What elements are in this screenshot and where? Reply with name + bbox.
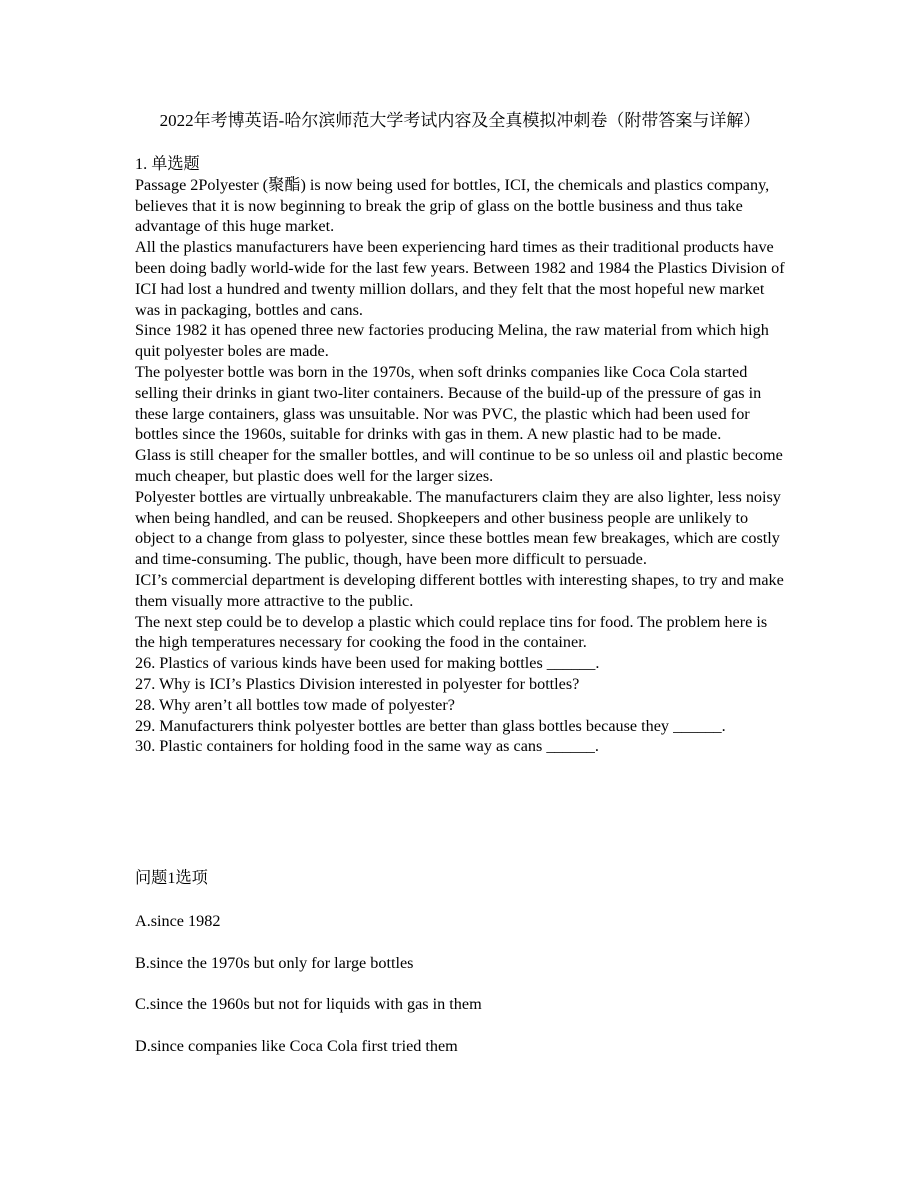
passage-paragraph: Polyester bottles are virtually unbreakable. The manufacturers claim they are also lighter, less noisy when being handled, and can be reused. Shopkeepers and other business people are unlikely to object to a change from glass to polyester, since these bottles mean few breakages, which are costly and time-consuming. The public, though, have been more difficult to persuade. [135, 487, 781, 569]
passage-paragraph: ICI’s commercial department is developing different bottles with interesting shapes, to try and make them visually more attractive to the public. [135, 570, 784, 610]
question-options-heading: 问题1选项 [135, 869, 208, 887]
passage-paragraph: Passage 2Polyester (聚酯) is now being used for bottles, ICI, the chemicals and plastics company, believes that it is now beginning to break the grip of glass on the bottle business and thus take advantage of this huge market. [135, 175, 770, 236]
question-item: 27. Why is ICI’s Plastics Division interested in polyester for bottles? [135, 674, 580, 693]
question-item: 29. Manufacturers think polyester bottles are better than glass bottles because they ______. [135, 716, 726, 735]
passage-paragraph: The polyester bottle was born in the 1970s, when soft drinks companies like Coca Cola started selling their drinks in giant two-liter containers. Because of the build-up of the pressure of gas in these large containers, glass was unsuitable. Nor was PVC, the plastic which had been used for bottles since the 1960s, suitable for drinks with gas in them. A new plastic had to be made. [135, 362, 762, 444]
passage-paragraph: The next step could be to develop a plastic which could replace tins for food. The problem here is the high temperatures necessary for cooking the food in the container. [135, 612, 768, 652]
passage-paragraph: Glass is still cheaper for the smaller bottles, and will continue to be so unless oil and plastic become much cheaper, but plastic does well for the larger sizes. [135, 446, 783, 485]
answer-option-b: B.since the 1970s but only for large bottles [135, 954, 414, 972]
section-label: 1. 单选题 [135, 155, 200, 173]
passage-body [135, 154, 787, 757]
question-item: 30. Plastic containers for holding food in the same way as cans ______. [135, 737, 599, 756]
answer-option-a: A.since 1982 [135, 912, 221, 930]
question-item: 26. Plastics of various kinds have been used for making bottles ______. [135, 654, 600, 673]
passage-paragraph: All the plastics manufacturers have been experiencing hard times as their traditional products have been doing badly world-wide for the last few years. Between 1982 and 1984 the Plastics Division of ICI had lost a hundred and twenty million dollars, and they felt that the most hopeful new market was in packaging, bottles and cans. [135, 238, 785, 319]
question-item: 28. Why aren’t all bottles tow made of polyester? [135, 695, 455, 714]
passage-paragraph: Since 1982 it has opened three new factories producing Melina, the raw material from which high quit polyester boles are made. [135, 321, 769, 361]
document-title: 2022年考博英语-哈尔滨师范大学考试内容及全真模拟冲刺卷（附带答案与详解） [159, 111, 761, 130]
answer-option-d: D.since companies like Coca Cola first tried them [135, 1037, 458, 1055]
answer-option-c: C.since the 1960s but not for liquids with gas in them [135, 995, 482, 1013]
